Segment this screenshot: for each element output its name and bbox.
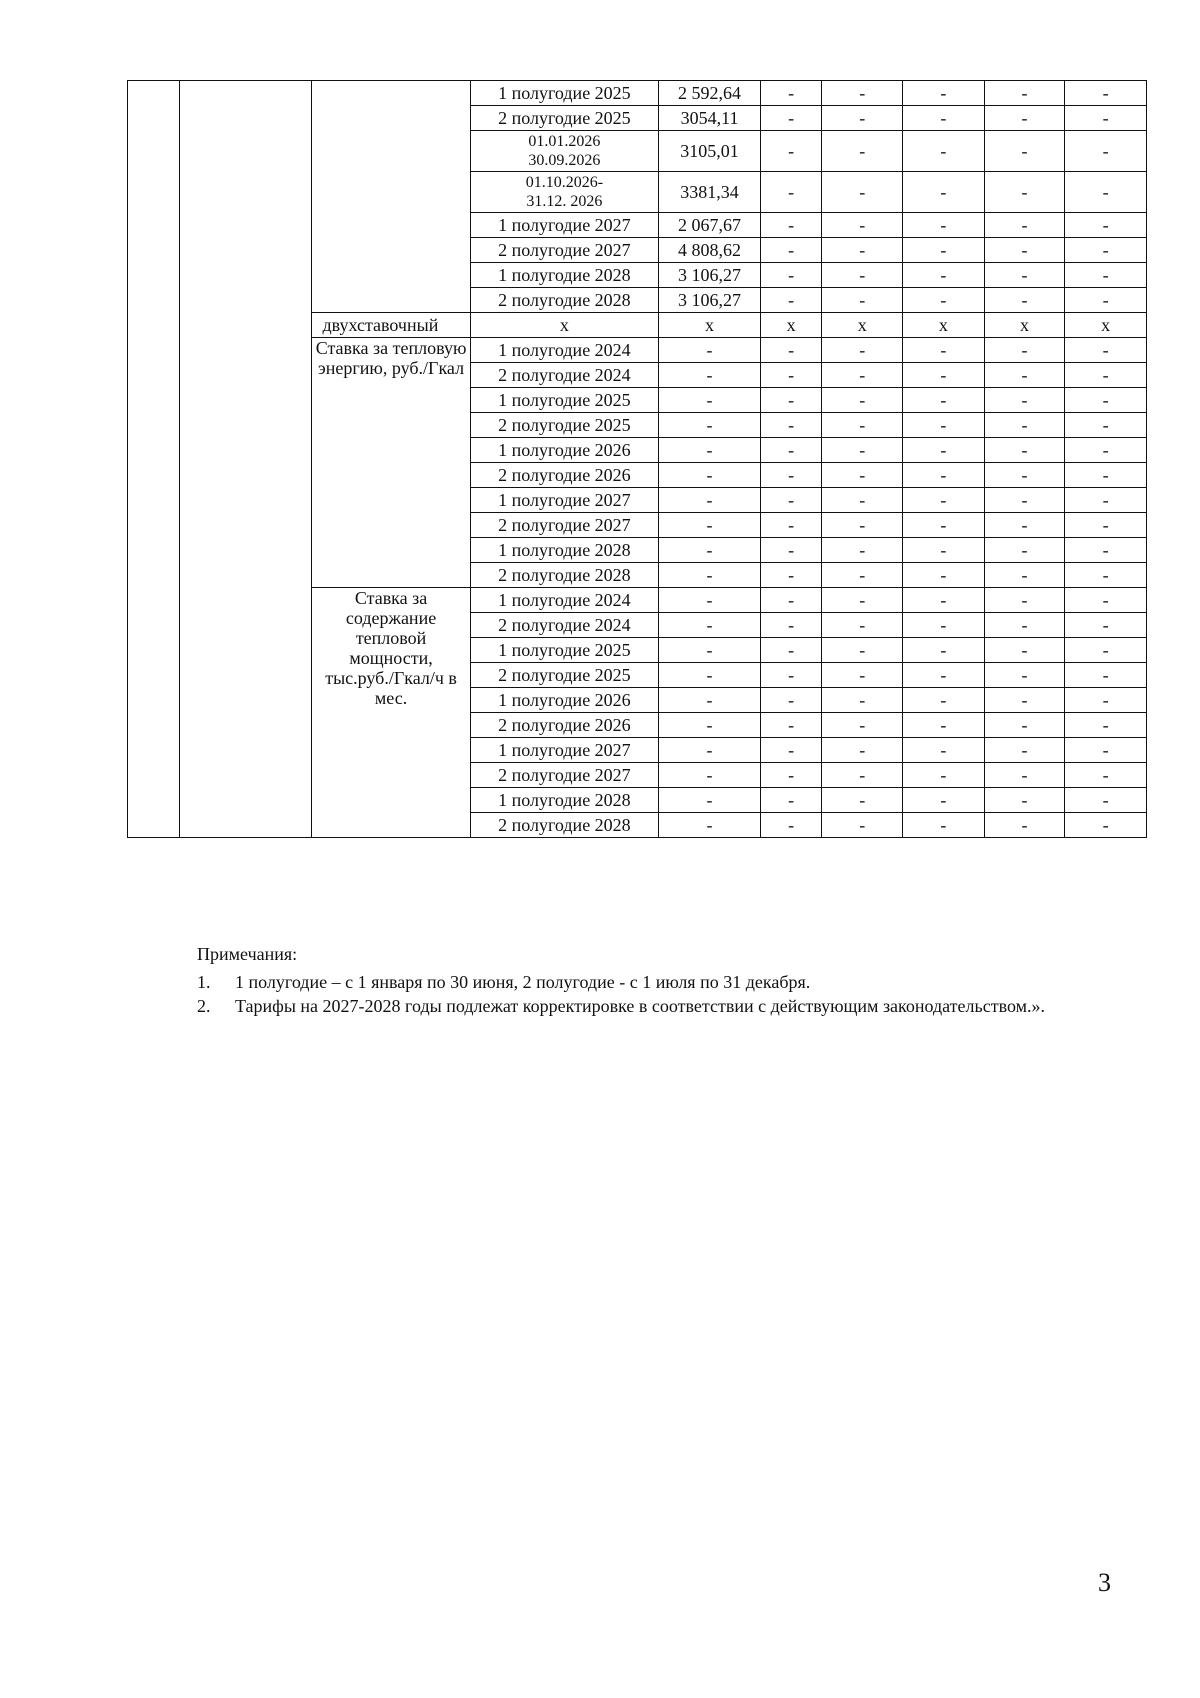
empty-value-cell: - [1065,488,1147,513]
empty-value-cell: - [984,713,1065,738]
empty-value-cell: - [1065,763,1147,788]
empty-value-cell: - [1065,588,1147,613]
tariff-value-cell: 3 106,27 [659,288,761,313]
period-cell: 1 полугодие 2024 [470,338,658,363]
empty-value-cell: - [822,638,903,663]
empty-value-cell: - [903,563,985,588]
empty-value-cell: - [1065,438,1147,463]
empty-value-cell: - [822,538,903,563]
empty-value-cell: - [1065,106,1147,131]
period-cell: 1 полугодие 2025 [470,638,658,663]
empty-value-cell: - [659,363,761,388]
period-cell: 2 полугодие 2027 [470,763,658,788]
empty-value-cell: - [1065,688,1147,713]
empty-value-cell: - [822,288,903,313]
empty-value-cell: - [822,513,903,538]
empty-value-cell: - [760,213,821,238]
empty-value-cell: - [760,172,821,213]
empty-value-cell: - [760,713,821,738]
empty-value-cell: - [1065,413,1147,438]
empty-value-cell: - [903,788,985,813]
note-text: Тарифы на 2027-2028 годы подлежат корректировке в соответствии с действующим законодательством.». [235,996,1045,1016]
empty-value-cell: - [659,338,761,363]
empty-value-cell: - [760,563,821,588]
empty-value-cell: - [822,338,903,363]
period-cell: 2 полугодие 2025 [470,413,658,438]
empty-value-cell: - [760,288,821,313]
empty-value-cell: - [1065,663,1147,688]
table-row [128,81,1147,106]
empty-value-cell: - [1065,563,1147,588]
empty-value-cell: - [659,438,761,463]
period-cell: 2 полугодие 2025 [470,663,658,688]
not-applicable-mark: x [903,313,985,338]
tariff-value-cell: 3 106,27 [659,263,761,288]
empty-value-cell: - [822,438,903,463]
empty-value-cell: - [659,763,761,788]
empty-value-cell: - [760,131,821,172]
empty-value-cell: - [1065,172,1147,213]
empty-value-cell: - [760,538,821,563]
empty-value-cell: - [822,488,903,513]
empty-value-cell: - [984,488,1065,513]
empty-value-cell: - [760,613,821,638]
empty-value-cell: - [984,638,1065,663]
capacity-rate-label: Ставка за содержание тепловой мощности, тыс.руб./Гкал/ч в мес. [312,588,470,838]
empty-value-cell: - [760,663,821,688]
empty-value-cell: - [1065,288,1147,313]
empty-value-cell: - [822,413,903,438]
empty-value-cell: - [903,538,985,563]
empty-value-cell: - [903,463,985,488]
period-cell: 2 полугодие 2024 [470,613,658,638]
empty-value-cell: - [984,688,1065,713]
empty-value-cell: - [659,538,761,563]
blank-number-cell [128,81,180,838]
period-cell: 2 полугодие 2028 [470,563,658,588]
empty-value-cell: - [822,463,903,488]
empty-value-cell: - [903,588,985,613]
tariff-table [127,80,1147,838]
empty-value-cell: - [903,263,985,288]
empty-value-cell: - [903,688,985,713]
empty-value-cell: - [822,213,903,238]
empty-value-cell: - [760,388,821,413]
empty-value-cell: - [659,513,761,538]
empty-value-cell: - [659,388,761,413]
empty-value-cell: - [659,663,761,688]
empty-value-cell: - [903,438,985,463]
empty-value-cell: - [822,263,903,288]
empty-value-cell: - [903,81,985,106]
period-cell: 1 полугодие 2024 [470,588,658,613]
tariff-value-cell: 4 808,62 [659,238,761,263]
empty-value-cell: - [760,413,821,438]
empty-value-cell: - [984,81,1065,106]
not-applicable-mark: x [659,313,761,338]
empty-value-cell: - [903,513,985,538]
empty-value-cell: - [760,488,821,513]
empty-value-cell: - [984,813,1065,838]
empty-value-cell: - [1065,213,1147,238]
empty-value-cell: - [822,363,903,388]
period-cell: 2 полугодие 2024 [470,363,658,388]
period-cell: 1 полугодие 2027 [470,213,658,238]
empty-value-cell: - [760,738,821,763]
empty-value-cell: - [1065,538,1147,563]
empty-value-cell: - [1065,238,1147,263]
empty-value-cell: - [659,588,761,613]
empty-value-cell: - [760,338,821,363]
empty-value-cell: - [760,763,821,788]
empty-value-cell: - [903,638,985,663]
empty-value-cell: - [903,388,985,413]
period-cell: 1 полугодие 2028 [470,263,658,288]
tariff-value-cell: 3381,34 [659,172,761,213]
empty-value-cell: - [822,81,903,106]
empty-value-cell: - [903,713,985,738]
page-number: 3 [1098,1568,1111,1597]
period-cell: 2 полугодие 2028 [470,813,658,838]
empty-value-cell: - [984,338,1065,363]
empty-value-cell: - [984,263,1065,288]
empty-value-cell: - [822,588,903,613]
empty-value-cell: - [903,363,985,388]
empty-value-cell: - [903,238,985,263]
note-item [197,970,1127,994]
tariff-value-cell: 3105,01 [659,131,761,172]
period-cell: 1 полугодие 2025 [470,81,658,106]
not-applicable-mark: x [470,313,658,338]
notes-section [197,942,1127,1018]
empty-value-cell: - [822,688,903,713]
empty-value-cell: - [903,172,985,213]
empty-value-cell: - [984,238,1065,263]
empty-value-cell: - [760,363,821,388]
empty-value-cell: - [1065,813,1147,838]
period-cell: 01.10.2026- 31.12. 2026 [470,172,658,213]
empty-value-cell: - [760,513,821,538]
empty-value-cell: - [659,713,761,738]
empty-value-cell: - [984,788,1065,813]
empty-value-cell: - [822,663,903,688]
empty-value-cell: - [1065,513,1147,538]
not-applicable-mark: x [1065,313,1147,338]
notes-list [197,970,1127,1018]
period-cell: 1 полугодие 2026 [470,438,658,463]
empty-value-cell: - [903,813,985,838]
note-item [197,994,1127,1018]
empty-value-cell: - [984,213,1065,238]
empty-value-cell: - [984,663,1065,688]
empty-value-cell: - [822,713,903,738]
note-number: 1. [197,972,211,992]
period-cell: 2 полугодие 2028 [470,288,658,313]
empty-value-cell: - [659,413,761,438]
empty-value-cell: - [1065,338,1147,363]
empty-value-cell: - [903,413,985,438]
empty-value-cell: - [659,563,761,588]
empty-value-cell: - [984,288,1065,313]
tariff-value-cell: 2 067,67 [659,213,761,238]
empty-value-cell: - [760,588,821,613]
empty-value-cell: - [984,738,1065,763]
empty-value-cell: - [903,288,985,313]
empty-value-cell: - [984,588,1065,613]
period-cell: 2 полугодие 2027 [470,238,658,263]
empty-value-cell: - [659,638,761,663]
empty-value-cell: - [984,438,1065,463]
empty-value-cell: - [659,738,761,763]
empty-value-cell: - [822,388,903,413]
empty-value-cell: - [984,172,1065,213]
blank-organization-cell [180,81,312,838]
not-applicable-mark: x [760,313,821,338]
empty-value-cell: - [903,338,985,363]
empty-value-cell: - [1065,463,1147,488]
empty-value-cell: - [760,638,821,663]
empty-value-cell: - [822,763,903,788]
empty-value-cell: - [822,563,903,588]
empty-value-cell: - [1065,613,1147,638]
period-cell: 1 полугодие 2027 [470,488,658,513]
empty-value-cell: - [822,813,903,838]
period-cell: 01.01.2026 30.09.2026 [470,131,658,172]
empty-value-cell: - [984,463,1065,488]
empty-value-cell: - [984,131,1065,172]
empty-value-cell: - [760,688,821,713]
note-number: 2. [197,996,211,1016]
empty-value-cell: - [984,388,1065,413]
empty-value-cell: - [822,613,903,638]
empty-value-cell: - [1065,131,1147,172]
empty-value-cell: - [1065,638,1147,663]
empty-value-cell: - [903,131,985,172]
empty-value-cell: - [1065,263,1147,288]
empty-value-cell: - [659,488,761,513]
empty-value-cell: - [760,813,821,838]
not-applicable-mark: x [822,313,903,338]
period-cell: 2 полугодие 2025 [470,106,658,131]
empty-value-cell: - [1065,81,1147,106]
empty-value-cell: - [659,688,761,713]
empty-value-cell: - [822,238,903,263]
empty-value-cell: - [822,106,903,131]
empty-value-cell: - [903,763,985,788]
empty-value-cell: - [822,172,903,213]
empty-value-cell: - [984,563,1065,588]
empty-value-cell: - [903,213,985,238]
empty-value-cell: - [984,538,1065,563]
empty-value-cell: - [903,738,985,763]
empty-value-cell: - [659,613,761,638]
empty-value-cell: - [1065,388,1147,413]
period-cell: 2 полугодие 2026 [470,463,658,488]
empty-value-cell: - [760,81,821,106]
period-cell: 2 полугодие 2026 [470,713,658,738]
empty-value-cell: - [1065,363,1147,388]
period-cell: 1 полугодие 2027 [470,738,658,763]
tariff-value-cell: 3054,11 [659,106,761,131]
notes-heading: Примечания: [197,944,298,964]
period-cell: 1 полугодие 2025 [470,388,658,413]
empty-value-cell: - [903,488,985,513]
empty-value-cell: - [1065,738,1147,763]
empty-value-cell: - [903,613,985,638]
energy-rate-label: Ставка за тепловую энергию, руб./Гкал [312,338,470,588]
empty-value-cell: - [760,438,821,463]
empty-value-cell: - [984,413,1065,438]
empty-value-cell: - [760,238,821,263]
empty-value-cell: - [822,788,903,813]
empty-value-cell: - [760,463,821,488]
two-rate-label: двухставочный [312,313,470,338]
empty-value-cell: - [984,106,1065,131]
empty-value-cell: - [760,788,821,813]
blank-type-cell [312,81,470,313]
empty-value-cell: - [760,263,821,288]
empty-value-cell: - [822,131,903,172]
empty-value-cell: - [903,663,985,688]
empty-value-cell: - [984,513,1065,538]
empty-value-cell: - [984,613,1065,638]
not-applicable-mark: x [984,313,1065,338]
empty-value-cell: - [822,738,903,763]
empty-value-cell: - [659,813,761,838]
period-cell: 1 полугодие 2026 [470,688,658,713]
tariff-value-cell: 2 592,64 [659,81,761,106]
empty-value-cell: - [659,788,761,813]
empty-value-cell: - [1065,713,1147,738]
empty-value-cell: - [903,106,985,131]
period-cell: 1 полугодие 2028 [470,538,658,563]
period-cell: 2 полугодие 2027 [470,513,658,538]
note-text: 1 полугодие – с 1 января по 30 июня, 2 полугодие - с 1 июля по 31 декабря. [235,972,811,992]
empty-value-cell: - [984,763,1065,788]
empty-value-cell: - [984,363,1065,388]
empty-value-cell: - [659,463,761,488]
empty-value-cell: - [1065,788,1147,813]
period-cell: 1 полугодие 2028 [470,788,658,813]
empty-value-cell: - [760,106,821,131]
